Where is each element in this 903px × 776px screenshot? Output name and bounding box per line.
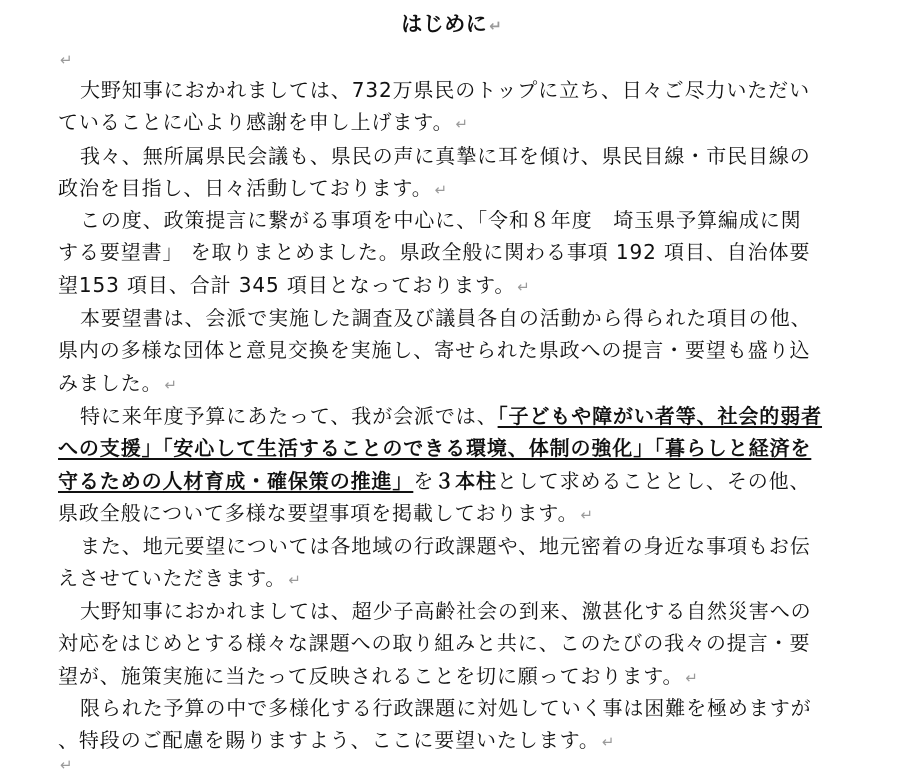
three-pillars-label: ３本柱 — [434, 468, 497, 493]
paragraph-mark-icon: ↵ — [601, 733, 615, 752]
paragraph-mark-icon: ↵ — [60, 756, 73, 774]
blank-line — [58, 42, 73, 76]
paragraph-6 — [58, 530, 822, 597]
paragraph-mark-icon: ↵ — [455, 115, 469, 134]
title-text: はじめに — [401, 12, 488, 36]
paragraph-mark-icon: ↵ — [434, 181, 448, 200]
paragraph-8 — [58, 692, 822, 759]
paragraph-5-mid: を — [413, 468, 435, 493]
paragraph-6-text: また、地元要望については各地域の行政課題や、地元密着の身近な事項もお伝えさせていただきます。 — [58, 534, 811, 591]
document-title — [0, 8, 903, 42]
blank-line — [58, 752, 73, 776]
paragraph-1-text: 大野知事におかれましては、732万県民のトップに立ち、日々ご尽力いただいていることに心より感謝を申し上げます。 — [58, 78, 810, 135]
paragraph-1 — [58, 74, 822, 141]
paragraph-5 — [58, 400, 822, 532]
paragraph-mark-icon: ↵ — [164, 375, 178, 394]
paragraph-mark-icon: ↵ — [288, 571, 301, 590]
paragraph-5-tail: として求めることとし、その他、県政全般について多様な要望事項を掲載しております。 — [58, 468, 811, 526]
paragraph-5-lead: 特に来年度予算にあたって、我が会派では、 — [80, 404, 498, 428]
paragraph-2 — [58, 140, 822, 207]
paragraph-4 — [58, 302, 822, 401]
paragraph-4-text: 本要望書は、会派で実施した調査及び議員各自の活動から得られた項目の他、県内の多様な団体と意見交換を実施し、寄せられた県政への提言・要望も盛り込みました。 — [58, 306, 812, 395]
paragraph-mark-icon: ↵ — [517, 277, 530, 296]
paragraph-7-text: 大野知事におかれましては、超少子高齢社会の到来、激甚化する自然災害への対応をはじめとする様々な課題への取り組みと共に、このたびの我々の提言・要望が、施策実施に当たって反映されることを切に願っております。 — [58, 599, 812, 688]
paragraph-3 — [58, 204, 822, 303]
paragraph-mark-icon: ↵ — [685, 668, 698, 687]
paragraph-3-text: この度、政策提言に繋がる事項を中心に、「令和８年度 埼玉県予算編成に関する要望書」 を取りまとめました。県政全般に関わる事項 192 項目、自治体要望153 項目、合計 345 項目となっております。 — [58, 208, 811, 297]
paragraph-mark-icon: ↵ — [489, 17, 502, 35]
paragraph-8-text: 限られた予算の中で多様化する行政課題に対処していく事は困難を極めますが、特段のご配慮を賜りますよう、ここに要望いたします。 — [58, 696, 812, 753]
paragraph-mark-icon: ↵ — [580, 506, 594, 525]
paragraph-7 — [58, 595, 822, 694]
paragraph-mark-icon: ↵ — [60, 51, 73, 69]
three-pillars-emphasis: 「子どもや障がい者等、社会的弱者への支援」「安心して生活することのできる環境、体制の強化」「暮らしと経済を守るための人材育成・確保策の推進」 — [58, 404, 823, 493]
paragraph-2-text: 我々、無所属県民会議も、県民の声に真摯に耳を傾け、県民目線・市民目線の政治を目指し、日々活動しております。 — [58, 144, 811, 201]
